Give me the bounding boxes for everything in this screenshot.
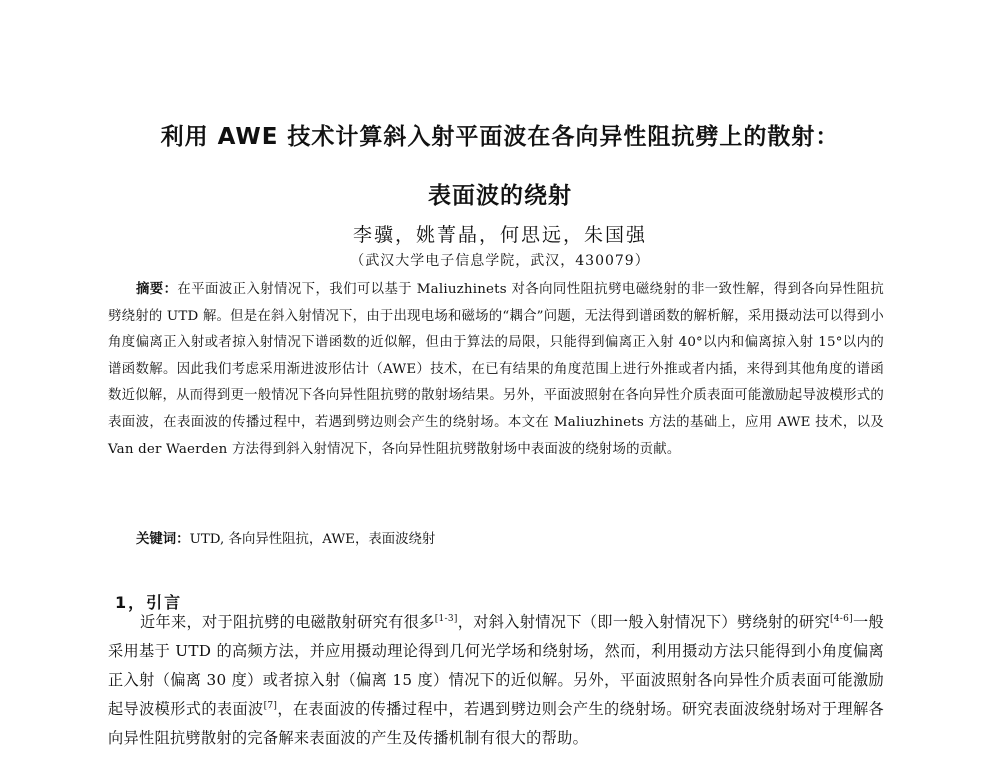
abstract-text: 在平面波正入射情况下，我们可以基于 Maliuzhinets 对各向同性阻抗劈电磁绕射的非一致性解，得到各向异性阻抗劈绕射的 UTD 解。但是在斜入射情况下，由于出现电场和磁场的“耦合”问题，无法得到谱函数的解析解，采用摄动法可以得到小角度偏离正入射或者掠入射情况下谱函数的近似解，但由于算法的局限，只能得到偏离正入射 40°以内和偏离掠入射 15°以内的谱函数解。因此我们考虑采用渐进波形估计（AWE）技术，在已有结果的角度范围上进行外推或者内插，来得到其他角度的谱函数近似解，从而得到更一般情况下各向异性阻抗劈的散射场结果。另外，平面波照射在各向异性介质表面可能激励起导波模形式的表面波，在表面波的传播过程中，若遇到劈边则会产生的绕射场。本文在 Maliuzhinets 方法的基础上，应用 AWE 技术，以及 Van der Waerden 方法得到斜入射情况下，各向异性阻抗劈散射场中表面波的绕射场的贡献。	[108, 282, 884, 457]
abstract-label: 摘要：	[136, 281, 178, 297]
citation-ref-3: [7]	[263, 701, 278, 711]
citation-ref-1: [1-3]	[434, 614, 458, 624]
abstract	[108, 276, 884, 463]
introduction-paragraph	[108, 608, 884, 753]
paper-title-line-2: 表面波的绕射	[428, 183, 572, 209]
affiliation: （武汉大学电子信息学院，武汉，430079）	[350, 253, 650, 269]
body-text-1: 近年来，对于阻抗劈的电磁散射研究有很多	[140, 613, 435, 631]
body-text-4: ，在表面波的传播过程中，若遇到劈边则会产生的绕射场。研究表面波绕射场对于理解各向异性阻抗劈散射的完备解来表面波的产生及传播机制有很大的帮助。	[108, 700, 885, 747]
body-text-3: 一般采用基于 UTD 的高频方法，并应用摄动理论得到几何光学场和绕射场，然而，利用摄动方法只能得到小角度偏离正入射（偏离 30 度）或者掠入射（偏离 15 度）情况下的近似解。另外，平面波照射各向异性介质表面可能激励起导波模形式的表面波	[108, 613, 885, 718]
author-list: 李骥，姚菁晶，何思远，朱国强	[352, 224, 647, 246]
section-heading-introduction: 1，引言	[115, 593, 183, 612]
body-text-2: ，对斜入射情况下（即一般入射情况下）劈绕射的研究	[457, 613, 830, 631]
keywords-label: 关键词：	[136, 531, 190, 547]
citation-ref-2: [4-6]	[829, 614, 853, 624]
paper-title-line-1: 利用 AWE 技术计算斜入射平面波在各向异性阻抗劈上的散射：	[160, 124, 840, 150]
keywords	[136, 528, 884, 547]
keywords-text: UTD, 各向异性阻抗，AWE，表面波绕射	[189, 532, 436, 547]
